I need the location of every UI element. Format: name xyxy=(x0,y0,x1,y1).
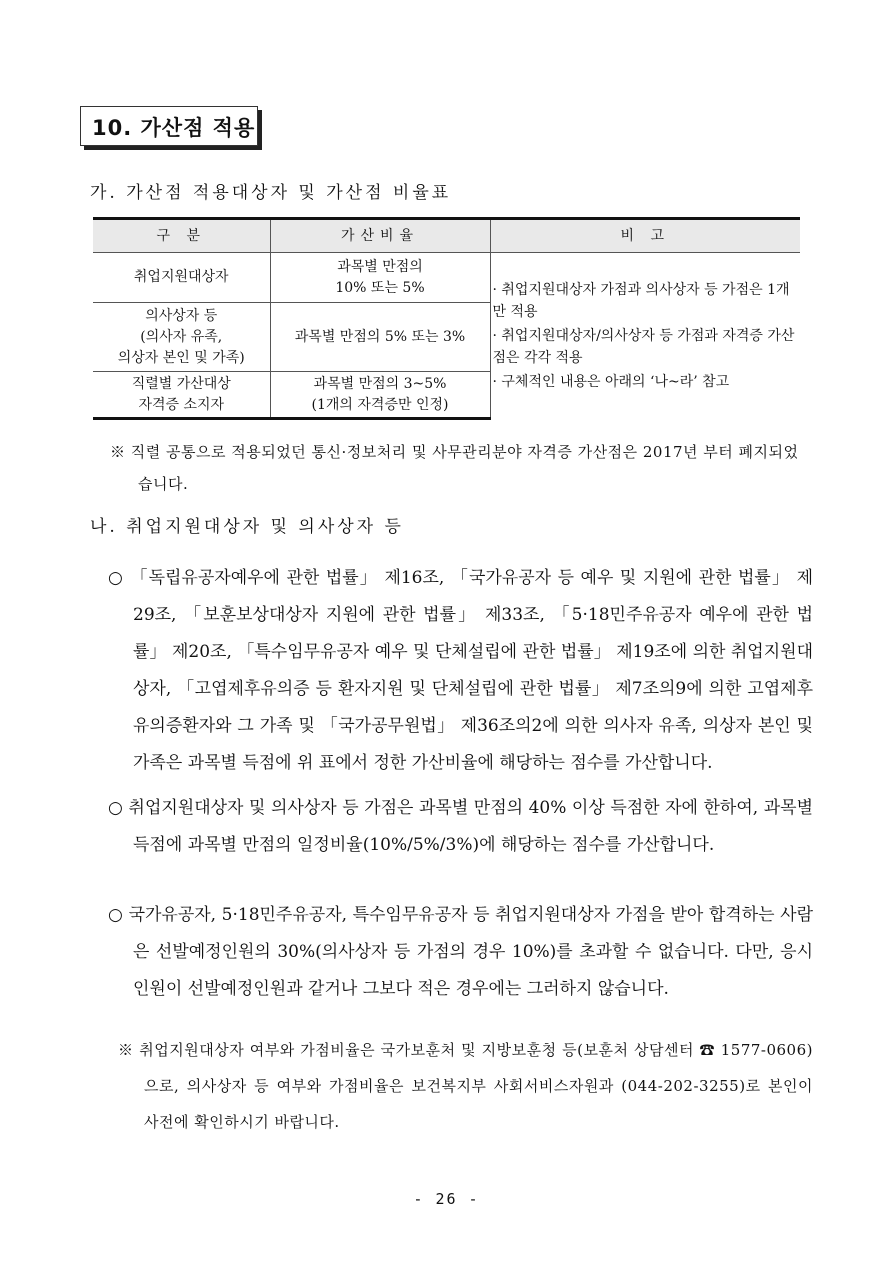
subsection-b-title: 나. 취업지원대상자 및 의사상자 등 xyxy=(90,517,404,537)
table-header-row xyxy=(93,219,800,253)
row-category: 취업지원대상자 xyxy=(93,253,270,303)
header-rate: 가산비율 xyxy=(270,219,490,253)
row-rate: 과목별 만점의 10% 또는 5% xyxy=(270,253,490,303)
header-category: 구 분 xyxy=(93,219,270,253)
bonus-rate-table xyxy=(93,217,800,420)
row-category: 의사상자 등 (의사자 유족, 의상자 본인 및 가족) xyxy=(93,303,270,372)
remark-item: · 취업지원대상자/의사상자 등 가점과 자격증 가산점은 각각 적용 xyxy=(492,327,795,366)
paragraph-eligibility: ○ 「독립유공자예우에 관한 법률」 제16조, 「국가유공자 등 예우 및 지원에 관한 법률」 제29조, 「보훈보상대상자 지원에 관한 법률」 제33조, 「5·18민주유공자 예우에 관한 법률」 제20조, 「특수임무유공자 예우 및 단체설립에 관한 법률」 제19조에 의한 취업지원대상자, 「고엽제후유의증 등 환자지원 및 단체설립에 관한 법률」 제7조의9에 의한 고엽제후유의증환자와 그 가족 및 「국가공무원법」 제36조의2에 의한 의사자 유족, 의상자 본인 및 가족은 과목별 득점에 위 표에서 정한 가산비율에 해당하는 점수를 가산합니다. xyxy=(108,568,813,773)
row-category: 직렬별 가산대상 자격증 소지자 xyxy=(93,372,270,419)
note-abolished: ※ 직렬 공통으로 적용되었던 통신·정보처리 및 사무관리분야 자격증 가산점은 2017년 부터 폐지되었습니다. xyxy=(110,443,799,493)
subsection-a-title: 가. 가산점 적용대상자 및 가산점 비율표 xyxy=(90,183,452,203)
table-row xyxy=(93,253,800,303)
page-number: - 26 - xyxy=(413,1190,480,1208)
remarks-cell xyxy=(490,253,800,419)
section-title: 10. 가산점 적용 xyxy=(92,116,256,140)
header-remarks: 비 고 xyxy=(490,219,800,253)
remark-item: · 구체적인 내용은 아래의 ‘나~라’ 참고 xyxy=(492,373,730,390)
paragraph-threshold: ○ 취업지원대상자 및 의사상자 등 가점은 과목별 만점의 40% 이상 득점한 자에 한하여, 과목별 득점에 과목별 만점의 일정비율(10%/5%/3%)에 해당하는 점수를 가산합니다. xyxy=(108,798,813,855)
row-rate: 과목별 만점의 5% 또는 3% xyxy=(270,303,490,372)
remark-item: · 취업지원대상자 가점과 의사상자 등 가점은 1개만 적용 xyxy=(492,281,790,320)
note-contact: ※ 취업지원대상자 여부와 가점비율은 국가보훈처 및 지방보훈청 등(보훈처 상담센터 ☎ 1577-0606)으로, 의사상자 등 여부와 가점비율은 보건복지부 사회서비스자원과 (044-202-3255)로 본인이 사전에 확인하시기 바랍니다. xyxy=(118,1041,813,1131)
row-rate: 과목별 만점의 3~5% (1개의 자격증만 인정) xyxy=(270,372,490,419)
paragraph-limit: ○ 국가유공자, 5·18민주유공자, 특수임무유공자 등 취업지원대상자 가점을 받아 합격하는 사람은 선발예정인원의 30%(의사상자 등 가점의 경우 10%)를 초과할 수 없습니다. 다만, 응시인원이 선발예정인원과 같거나 그보다 적은 경우에는 그러하지 않습니다. xyxy=(108,905,813,999)
